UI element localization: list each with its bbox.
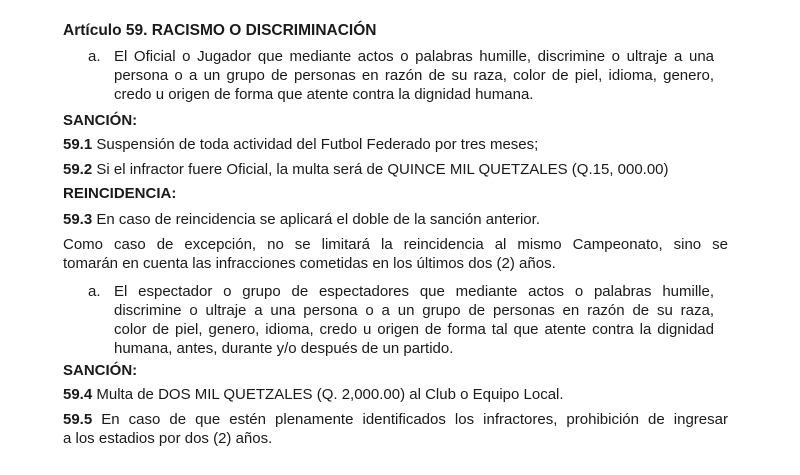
item-a-line-2: persona o a un grupo de personas en razón de su raza, color de piel, idioma, genero, <box>114 67 714 84</box>
clause-number-59-3: 59.3 <box>63 211 93 228</box>
excepcion-line-1: Como caso de excepción, no se limitará la reincidencia al mismo Campeonato, sino se <box>63 236 728 253</box>
item-a-text <box>114 47 714 104</box>
item-b-line-3: color de piel, genero, idioma, credo u origen de forma tal que atente contra la dignidad <box>114 321 714 338</box>
clause-text-59-4: Multa de DOS MIL QUETZALES (Q. 2,000.00) al Club o Equipo Local. <box>92 386 564 403</box>
article-title: Artículo 59. RACISMO O DISCRIMINACIÓN <box>63 22 377 39</box>
sancion-heading-2: SANCIÓN: <box>63 362 138 379</box>
paragraph-59-4 <box>63 385 728 404</box>
item-b-line-2: discrimine o ultraje a una persona o a un grupo de personas en razón de su raza, <box>114 302 714 319</box>
item-a-line-3: credo u origen de forma que atente contra la dignidad humana. <box>114 86 534 103</box>
paragraph-59-3 <box>63 210 728 229</box>
item-a-line-1: El Oficial o Jugador que mediante actos o palabras humille, discrimine o ultraje a una <box>114 48 714 65</box>
reincidencia-heading: REINCIDENCIA: <box>63 185 177 202</box>
clause-number-59-5: 59.5 <box>63 411 93 428</box>
clause-number-59-2: 59.2 <box>63 161 93 178</box>
paragraph-59-1 <box>63 135 728 154</box>
list-marker-b: a. <box>88 283 101 300</box>
clause-number-59-4: 59.4 <box>63 386 93 403</box>
paragraph-59-5-line-1 <box>63 410 728 429</box>
list-marker-a: a. <box>88 48 101 65</box>
item-b-text <box>114 282 714 358</box>
item-b-line-1: El espectador o grupo de espectadores que mediante actos o palabras humille, <box>114 283 714 300</box>
clause-number-59-1: 59.1 <box>63 136 93 153</box>
sancion-heading-1: SANCIÓN: <box>63 112 138 129</box>
paragraph-59-2 <box>63 160 728 179</box>
clause-text-59-1: Suspensión de toda actividad del Futbol Federado por tres meses; <box>92 136 539 153</box>
clause-text-59-5-a: En caso de que estén plenamente identificados los infractores, prohibición de ingresar <box>92 411 728 428</box>
paragraph-59-5 <box>63 410 728 448</box>
excepcion-paragraph <box>63 235 728 273</box>
item-b-line-4: humana, antes, durante y/o después de un partido. <box>114 340 454 357</box>
clause-text-59-2: Si el infractor fuere Oficial, la multa será de QUINCE MIL QUETZALES (Q.15, 000.00) <box>92 161 669 178</box>
clause-text-59-3: En caso de reincidencia se aplicará el doble de la sanción anterior. <box>92 211 540 228</box>
excepcion-line-2: tomarán en cuenta las infracciones cometidas en los últimos dos (2) años. <box>63 255 556 272</box>
paragraph-59-5-line-2: a los estadios por dos (2) años. <box>63 430 273 447</box>
